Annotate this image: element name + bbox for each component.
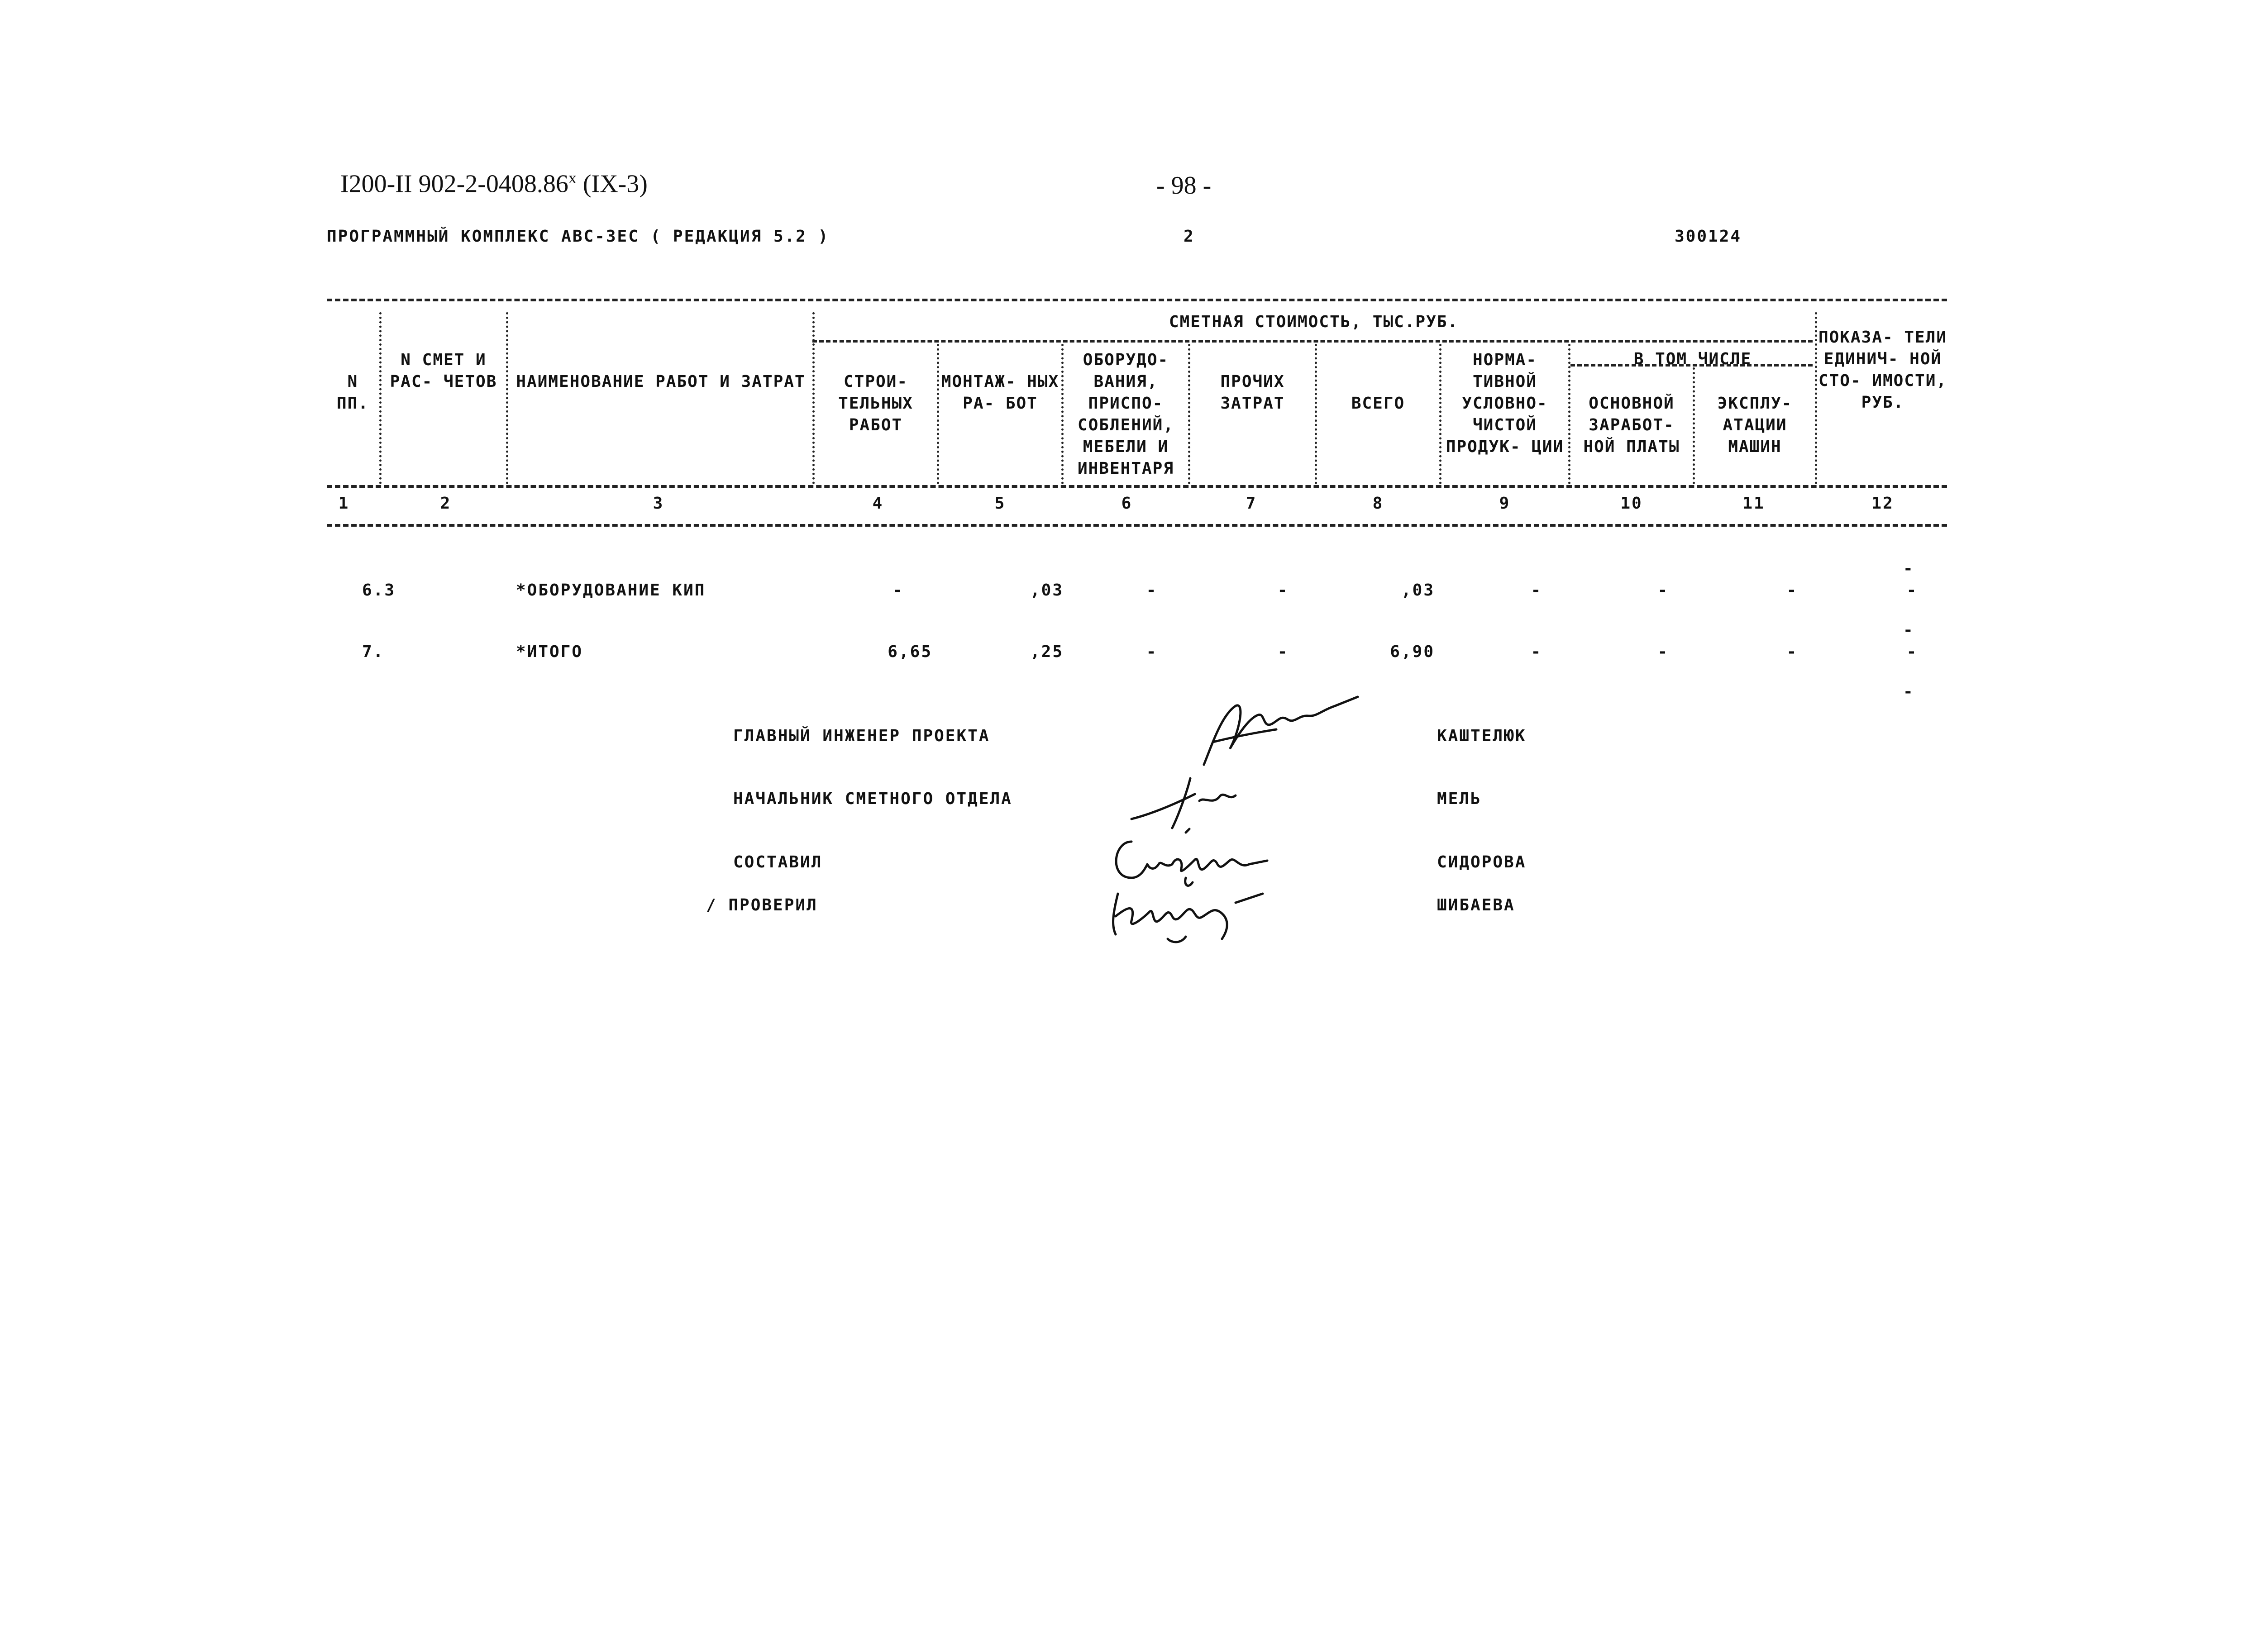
print-mark: - [1903,682,1914,701]
row-name: *ИТОГО [516,643,583,661]
cell-normative: - [1531,581,1542,600]
sheet-number: 2 [1184,227,1195,246]
doc-code-suffix: (IX-3) [582,170,648,198]
cell-installation: ,03 [1030,581,1064,600]
column-number: 3 [653,494,664,513]
cell-machines: - [1786,643,1798,661]
column-numbers-rule [327,524,1947,527]
column-header-10: ОСНОВНОЙ ЗАРАБОТ- НОЙ ПЛАТЫ [1583,394,1680,456]
group-header-estimated-cost: СМЕТНАЯ СТОИМОСТЬ, ТЫС.РУБ. [1169,313,1459,331]
column-number: 8 [1372,494,1384,513]
signature-head-estimates [1122,769,1267,837]
cell-unit-cost: - [1906,581,1918,600]
signature-name: МЕЛЬ [1437,790,1482,808]
signature-name: СИДОРОВА [1437,853,1527,871]
cell-unit-cost: - [1906,643,1918,661]
column-number: 11 [1742,494,1765,513]
signature-name: ШИБАЕВА [1437,896,1515,914]
column-header-4: СТРОИ- ТЕЛЬНЫХ РАБОТ [838,372,913,434]
column-separator [379,312,382,484]
signature-role: / ПРОВЕРИЛ [706,896,818,914]
column-header-1: N ПП. [336,372,369,413]
program-title: ПРОГРАММНЫЙ КОМПЛЕКС АВС-3ЕС ( РЕДАКЦИЯ 5.2 ) [327,227,830,246]
print-mark: - [1903,621,1914,639]
signature-role: НАЧАЛЬНИК СМЕТНОГО ОТДЕЛА [733,790,1012,808]
cell-total: 6,90 [1390,643,1435,661]
column-header-8: ВСЕГО [1351,394,1405,413]
column-number: 1 [338,494,350,513]
signature-role: СОСТАВИЛ [733,853,823,871]
cell-total: ,03 [1401,581,1435,600]
column-header-9: НОРМА- ТИВНОЙ УСЛОВНО- ЧИСТОЙ ПРОДУК- ЦИИ [1446,351,1564,456]
cell-equipment: - [1146,581,1158,600]
column-number: 7 [1246,494,1257,513]
cell-other: - [1277,581,1289,600]
row-name: *ОБОРУДОВАНИЕ КИП [516,581,706,600]
cell-normative: - [1531,643,1542,661]
column-number: 12 [1871,494,1894,513]
cell-machines: - [1786,581,1798,600]
doc-code [340,168,648,199]
subgroup-header-including: В ТОМ ЧИСЛЕ [1633,350,1752,368]
doc-code-text: I200-II 902-2-0408.86 [340,170,568,198]
column-number: 4 [872,494,884,513]
cell-other: - [1277,643,1289,661]
signature-name: КАШТЕЛЮК [1437,727,1527,745]
column-header-7: ПРОЧИХ ЗАТРАТ [1220,372,1285,413]
cell-installation: ,25 [1030,643,1064,661]
column-header-12: ПОКАЗА- ТЕЛИ ЕДИНИЧ- НОЙ СТО- ИМОСТИ, РУБ. [1818,328,1947,412]
group-header-rule [812,340,1813,343]
table-top-rule [327,299,1947,301]
row-number: 7. [362,643,385,661]
column-separator [506,312,508,484]
column-number: 6 [1121,494,1133,513]
signature-role: ГЛАВНЫЙ ИНЖЕНЕР ПРОЕКТА [733,727,990,745]
column-header-5: МОНТАЖ- НЫХ РА- БОТ [941,372,1060,413]
column-header-11: ЭКСПЛУ- АТАЦИИ МАШИН [1717,394,1793,456]
column-header-6: ОБОРУДО- ВАНИЯ, ПРИСПО- СОБЛЕНИЙ, МЕБЕЛИ И ИНВЕНТАРЯ [1077,351,1174,478]
cell-wages: - [1657,581,1669,600]
column-number: 9 [1499,494,1511,513]
column-header-3: НАИМЕНОВАНИЕ РАБОТ И ЗАТРАТ [516,372,806,391]
row-number: 6.3 [362,581,396,600]
cell-construction: 6,65 [888,643,932,661]
header-bottom-rule [327,485,1947,488]
signature-chief-engineer [1186,688,1367,778]
doc-code-superscript: x [568,169,577,187]
column-number: 2 [440,494,452,513]
column-number: 5 [994,494,1006,513]
column-number: 10 [1620,494,1643,513]
page-number: - 98 - [1156,171,1212,200]
print-mark: - [1903,559,1914,578]
cell-wages: - [1657,643,1669,661]
signature-checked-by [1100,876,1290,948]
cell-equipment: - [1146,643,1158,661]
column-header-2: N СМЕТ И РАС- ЧЕТОВ [390,351,497,391]
document-id: 300124 [1675,227,1742,246]
cell-construction: - [893,581,904,600]
